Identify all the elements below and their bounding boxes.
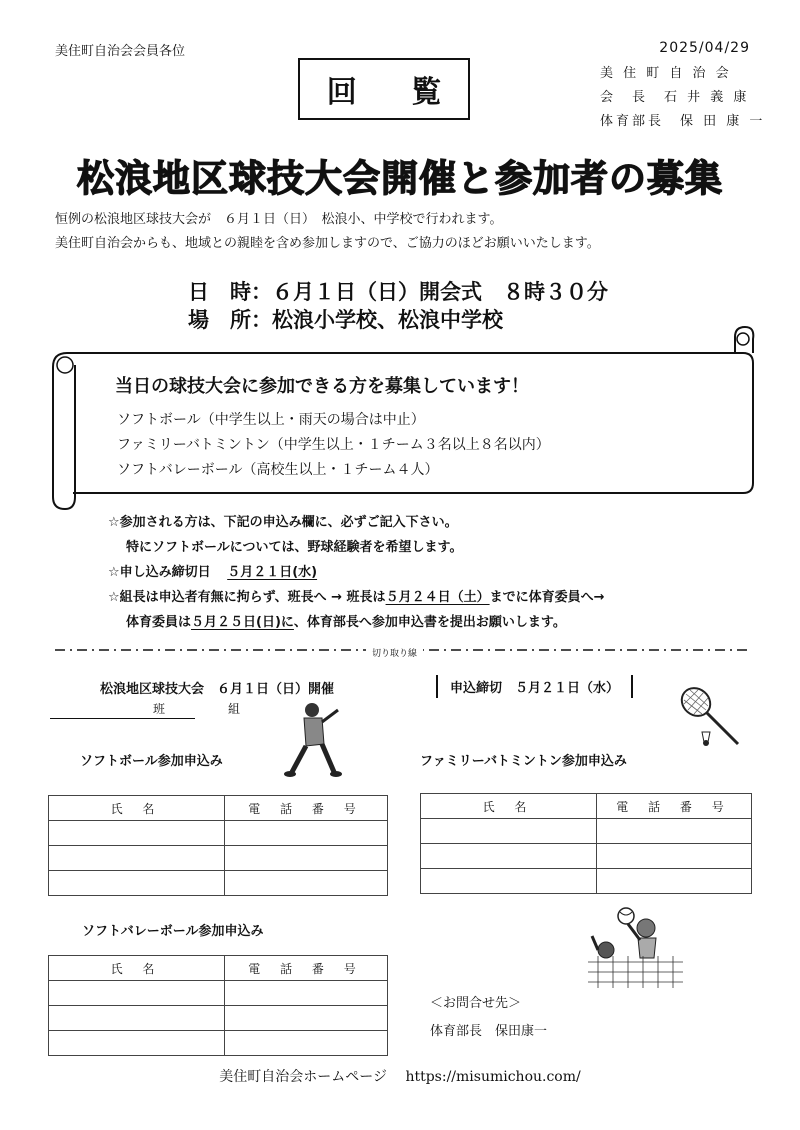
badminton-table [420,793,752,894]
sender-chair: 会 長 石 井 義 康 [600,90,750,105]
cut-line-label: 切り取り線 [366,646,423,659]
table-row[interactable] [421,819,752,844]
col-name-header: 氏 名 [421,794,597,819]
volleyball-players-icon [588,906,683,988]
sender-sports: 体育部長 保 田 康 一 [600,114,766,129]
table-row[interactable] [421,844,752,869]
note-1: ☆参加される方は、下記の申込み欄に、必ずご記入下さい。 [108,515,458,530]
table-header-row [49,956,388,981]
deadline-date: ５月２１日(水) [227,565,318,580]
name-cell[interactable] [49,821,225,846]
table-row[interactable] [421,869,752,894]
note-4-b: までに体育委員へ→ [489,590,605,605]
table-row[interactable] [49,1006,388,1031]
name-cell[interactable] [49,1006,225,1031]
col-name-header: 氏 名 [49,796,225,821]
event-badminton: ファミリーバトミントン（中学生以上・１チーム３名以上８名以内） [117,437,550,453]
homepage-link[interactable]: https://misumichou.com/ [405,1069,581,1085]
main-title: 松浪地区球技大会開催と参加者の募集 [77,157,723,200]
phone-cell[interactable] [225,846,388,871]
phone-cell[interactable] [597,844,752,869]
volleyball-table [48,955,388,1056]
softball-form-title: ソフトボール参加申込み [80,754,223,769]
note-4-date: ５月２４日（土） [385,590,490,605]
phone-cell[interactable] [225,821,388,846]
contact-block [430,990,547,1046]
note-4 [108,585,604,610]
phone-cell[interactable] [225,1006,388,1031]
form-heading: 松浪地区球技大会 ６月１日（日）開催 [100,682,335,697]
group-blank[interactable] [50,700,195,719]
name-cell[interactable] [421,869,597,894]
addressee: 美住町自治会会員各位 [55,44,186,59]
phone-cell[interactable] [225,981,388,1006]
sender-org: 美 住 町 自 治 会 [600,66,732,81]
note-5-date: ５月２５日(日)に [191,615,294,630]
note-5-a: 体育委員は [126,615,192,630]
table-row[interactable] [49,1031,388,1056]
intro-line-2: 美住町自治会からも、地域との親睦を含め参加しますので、ご協力のほどお願いいたします。 [55,236,600,251]
phone-cell[interactable] [597,869,752,894]
circulation-label: 回 覧 [326,75,464,110]
volleyball-form-title: ソフトバレーボール参加申込み [82,924,264,939]
phone-cell[interactable] [597,819,752,844]
deadline-label: ☆申し込み締切日 [108,565,211,580]
name-cell[interactable] [49,981,225,1006]
kumi-label: 組 [228,702,241,716]
name-cell[interactable] [49,1031,225,1056]
event-softball: ソフトボール（中学生以上・雨天の場合は中止） [117,412,425,428]
phone-cell[interactable] [225,1031,388,1056]
note-2: 特にソフトボールについては、野球経験者を希望します。 [126,540,463,555]
name-cell[interactable] [421,819,597,844]
intro-line-1: 恒例の松浪地区球技大会が ６月１日（日） 松浪小、中学校で行われます。 [55,212,503,227]
event-venue: 場 所：松浪小学校、松浪中学校 [188,308,503,332]
name-cell[interactable] [421,844,597,869]
col-phone-header: 電 話 番 号 [225,796,388,821]
recruit-title: 当日の球技大会に参加できる方を募集しています！ [115,376,529,397]
table-row[interactable] [49,821,388,846]
form-deadline: 申込締切 ５月２１日（水） [436,675,633,698]
notes-block [108,510,604,635]
badminton-racket-icon [676,682,746,752]
event-list [117,408,550,483]
contact-label: ＜お問合せ先＞ [430,996,522,1011]
table-header-row [49,796,388,821]
intro-text [55,208,600,256]
name-cell[interactable] [49,871,225,896]
badminton-form-title: ファミリーバトミントン参加申込み [420,754,627,769]
table-row[interactable] [49,846,388,871]
softball-table [48,795,388,896]
han-label: 班 [153,702,166,716]
softball-player-icon [282,700,344,778]
col-phone-header: 電 話 番 号 [225,956,388,981]
event-datetime: 日 時：６月１日（日）開会式 ８時３０分 [188,280,608,304]
phone-cell[interactable] [225,871,388,896]
col-name-header: 氏 名 [49,956,225,981]
table-row[interactable] [49,871,388,896]
note-4-a: ☆組長は申込者有無に拘らず、班長へ → 班長は [108,590,386,605]
table-header-row [421,794,752,819]
circulation-box [298,58,470,120]
table-row[interactable] [49,981,388,1006]
issue-date: 2025/04/29 [659,40,750,56]
event-volleyball: ソフトバレーボール（高校生以上・１チーム４人） [117,462,439,478]
sender-block [600,62,765,134]
note-5 [108,610,604,635]
name-cell[interactable] [49,846,225,871]
note-3 [108,560,604,585]
footer [0,1066,800,1086]
footer-label: 美住町自治会ホームページ [219,1069,387,1085]
note-5-b: 、体育部長へ参加申込書を提出お願いします。 [293,615,566,630]
col-phone-header: 電 話 番 号 [597,794,752,819]
group-field[interactable] [50,700,241,719]
contact-person: 体育部長 保田康一 [430,1024,548,1039]
